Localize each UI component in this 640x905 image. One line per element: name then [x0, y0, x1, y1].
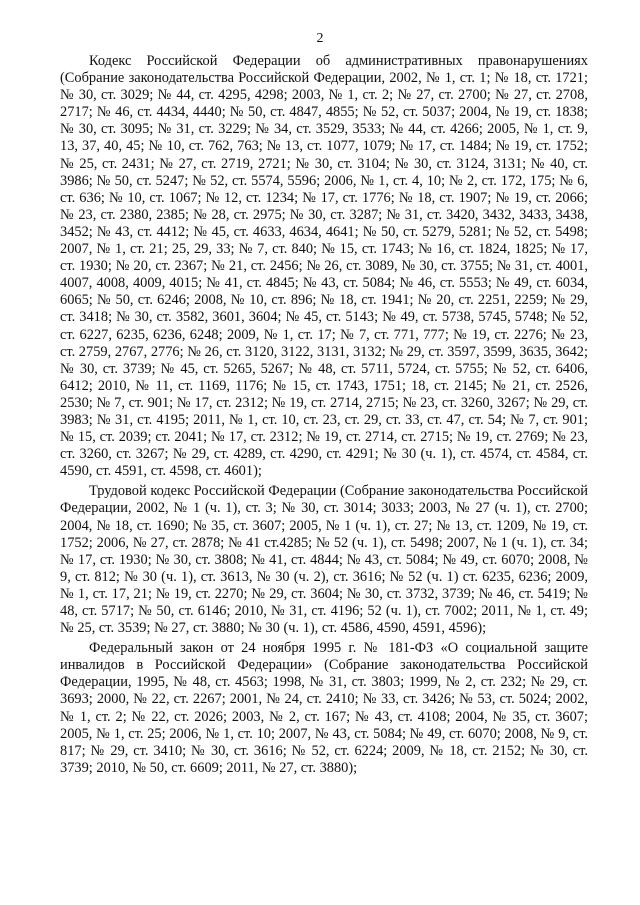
paragraph-disability-law: Федеральный закон от 24 ноября 1995 г. № 181-ФЗ «О социальной защите инвалидов в Российской Федерации» (Собрание законодательства Российской Федерации, 1995, № 48, ст. 4563; 1998, № 31, ст. 3803; 1999, № 2, ст. 232; № 29, ст. 3693; 2000, № 22, ст. 2267; 2001, № 24, ст. 2410; № 33, ст. 3426; № 53, ст. 5024; 2002, № 1, ст. 2; № 22, ст. 2026; 2003, № 2, ст. 167; № 43, ст. 4108; 2004, № 35, ст. 3607; 2005, № 1, ст. 25; 2006, № 1, ст. 10; 2007, № 43, ст. 5084; № 49, ст. 6070; 2008, № 9, ст. 817; № 29, ст. 3410; № 30, ст. 3616; № 52, ст. 6224; 2009, № 18, ст. 2152; № 30, ст. 3739; 2010, № 50, ст. 6609; 2011, № 27, ст. 3880);: [60, 640, 588, 776]
page-number: 2: [316, 31, 324, 46]
paragraph-labor-code: Трудовой кодекс Российской Федерации (Собрание законодательства Российской Федерации, 2002, № 1 (ч. 1), ст. 3; № 30, ст. 3014; 3033; 2003, № 27 (ч. 1), ст. 2700; 2004, № 18, ст. 1690; № 35, ст. 3607; 2005, № 1 (ч. 1), ст. 27; № 13, ст. 1209, № 19, ст. 1752; 2006, № 27, ст. 2878; № 41 ст.4285; № 52 (ч. 1), ст. 5498; 2007, № 1 (ч. 1), ст. 34; № 17, ст. 1930; № 30, ст. 3808; № 41, ст. 4844; № 43, ст. 5084; № 49, ст. 6070; 2008, № 9, ст. 812; № 30 (ч. 1), ст. 3613, № 30 (ч. 2), ст. 3616; № 52 (ч. 1) ст. 6235, 6236; 2009, № 1, ст. 17, 21; № 19, ст. 2270; № 29, ст. 3604; № 30, ст. 3732, 3739; № 46, ст. 5419; № 48, ст. 5717; № 50, ст. 6146; 2010, № 31, ст. 4196; 52 (ч. 1), ст. 7002; 2011, № 1, ст. 49; № 25, ст. 3539; № 27, ст. 3880; № 30 (ч. 1), ст. 4586, 4590, 4591, 4596);: [60, 483, 588, 637]
document-body: [60, 53, 588, 777]
paragraph-administrative-code: Кодекс Российской Федерации об административных правонарушениях (Собрание законодательства Российской Федерации, 2002, № 1, ст. 1; № 18, ст. 1721; № 30, ст. 3029; № 44, ст. 4295, 4298; 2003, № 1, ст. 2; № 27, ст. 2700; № 27, ст. 2708, 2717; № 46, ст. 4434, 4440; № 50, ст. 4847, 4855; № 52, ст. 5037; 2004, № 19, ст. 1838; № 30, ст. 3095; № 31, ст. 3229; № 34, ст. 3529, 3533; № 44, ст. 4266; 2005, № 1, ст. 9, 13, 37, 40, 45; № 10, ст. 762, 763; № 13, ст. 1077, 1079; № 17, ст. 1484; № 19, ст. 1752; № 25, ст. 2431; № 27, ст. 2719, 2721; № 30, ст. 3104; № 30, ст. 3124, 3131; № 40, ст. 3986; № 50, ст. 5247; № 52, ст. 5574, 5596; 2006, № 1, ст. 4, 10; № 2, ст. 172, 175; № 6, ст. 636; № 10, ст. 1067; № 12, ст. 1234; № 17, ст. 1776; № 18, ст. 1907; № 19, ст. 2066; № 23, ст. 2380, 2385; № 28, ст. 2975; № 30, ст. 3287; № 31, ст. 3420, 3432, 3433, 3438, 3452; № 43, ст. 4412; № 45, ст. 4633, 4634, 4641; № 50, ст. 5279, 5281; № 52, ст. 5498; 2007, № 1, ст. 21; 25, 29, 33; № 7, ст. 840; № 15, ст. 1743; № 16, ст. 1824, 1825; № 17, ст. 1930; № 20, ст. 2367; № 21, ст. 2456; № 26, ст. 3089, № 30, ст. 3755; № 31, ст. 4001, 4007, 4008, 4009, 4015; № 41, ст. 4845; № 43, ст. 5084; № 46, ст. 5553; № 49, ст. 6034, 6065; № 50, ст. 6246; 2008, № 10, ст. 896; № 18, ст. 1941; № 20, ст. 2251, 2259; № 29, ст. 3418; № 30, ст. 3582, 3601, 3604; № 45, ст. 5143; № 49, ст. 5738, 5745, 5748; № 52, ст. 6227, 6235, 6236, 6248; 2009, № 1, ст. 17; № 7, ст. 771, 777; № 19, ст. 2276; № 23, ст. 2759, 2767, 2776; № 26, ст. 3120, 3122, 3131, 3132; № 29, ст. 3597, 3599, 3635, 3642; № 30, ст. 3739; № 45, ст. 5265, 5267; № 48, ст. 5711, 5724, ст. 5755; № 52, ст. 6406, 6412; 2010, № 11, ст. 1169, 1176; № 15, ст. 1743, 1751; 18, ст. 2145; № 21, ст. 2526, 2530; № 7, ст. 901; № 17, ст. 2312; № 19, ст. 2714, 2715; № 23, ст. 3260, 3267; № 29, ст. 3983; № 31, ст. 4195; 2011, № 1, ст. 10, ст. 23, ст. 29, ст. 33, ст. 47, ст. 54; № 7, ст. 901; № 15, ст. 2039; ст. 2041; № 17, ст. 2312; № 19, ст. 2714, ст. 2715; № 19, ст. 2769; № 23, ст. 3260, ст. 3267; № 29, ст. 4289, ст. 4290, ст. 4291; № 30 (ч. 1), ст. 4574, ст. 4584, ст. 4590, ст. 4591, ст. 4598, ст. 4601);: [60, 53, 588, 480]
